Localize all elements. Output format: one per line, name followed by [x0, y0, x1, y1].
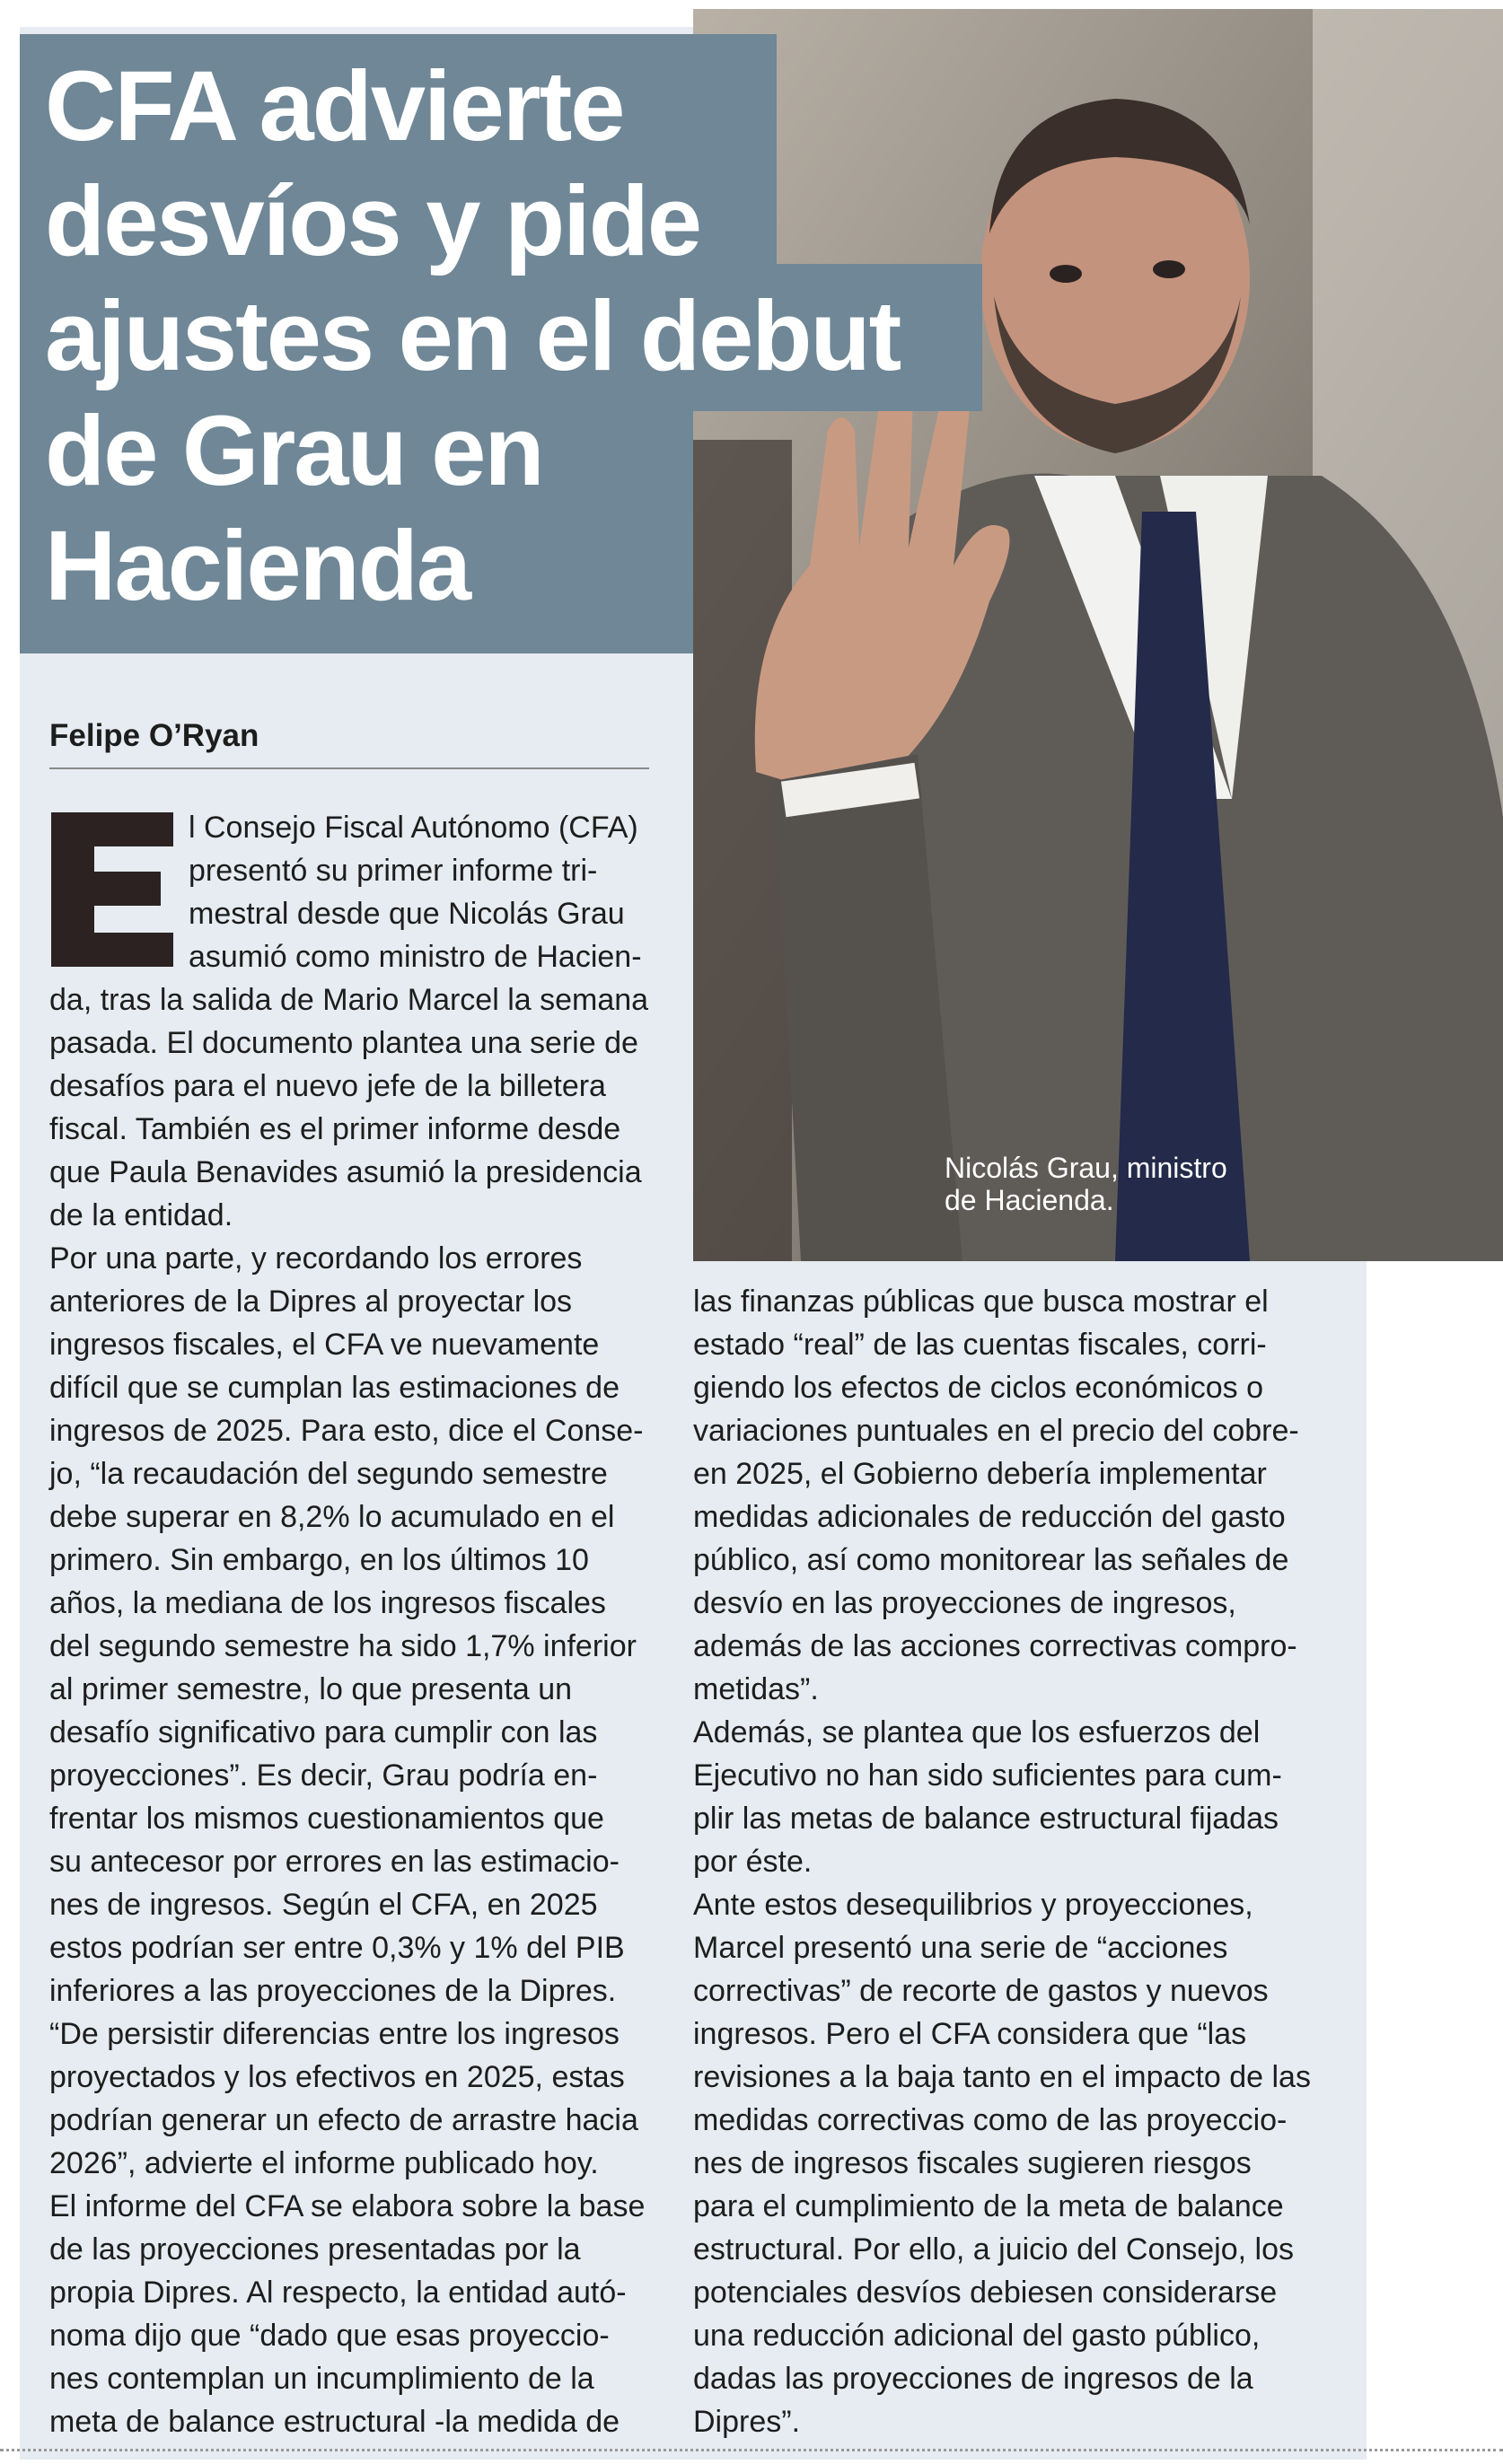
headline-line: desvíos y pide	[45, 166, 701, 276]
text-line: su antecesor por errores en las estimacio-	[49, 1845, 620, 1879]
text-line: las finanzas públicas que busca mostrar el	[693, 1285, 1269, 1319]
text-line: del segundo semestre ha sido 1,7% inferior	[49, 1629, 637, 1663]
photo-caption	[945, 1152, 1268, 1216]
text-line: estos podrían ser entre 0,3% y 1% del PIB	[49, 1931, 625, 1965]
text-line: plir las metas de balance estructural fijadas	[693, 1802, 1279, 1836]
text-line: inferiores a las proyecciones de la Dipres.	[49, 1974, 617, 2008]
text-line: años, la mediana de los ingresos fiscales	[49, 1586, 606, 1620]
text-line: giendo los efectos de ciclos económicos o	[693, 1371, 1264, 1405]
text-line: correctivas” de recorte de gastos y nuevos	[693, 1974, 1269, 2008]
headline-line: ajustes en el debut	[45, 281, 901, 391]
text-line: revisiones a la baja tanto en el impacto de las	[693, 2060, 1311, 2094]
text-line: El informe del CFA se elabora sobre la base	[49, 2189, 646, 2223]
text-line: meta de balance estructural -la medida de	[49, 2405, 620, 2439]
text-line: nes contemplan un incumplimiento de la	[49, 2362, 594, 2396]
text-line: desafíos para el nuevo jefe de la billetera	[49, 1069, 606, 1103]
text-line: debe superar en 8,2% lo acumulado en el	[49, 1500, 615, 1534]
drop-cap	[51, 812, 173, 967]
headline	[45, 49, 1015, 624]
page-bottom-rule	[0, 2449, 1503, 2451]
caption-line: Nicolás Grau, ministro	[945, 1152, 1227, 1184]
text-line: da, tras la salida de Mario Marcel la semana	[49, 983, 649, 1017]
text-line: Ante estos desequilibrios y proyecciones,	[693, 1888, 1253, 1922]
text-line: en 2025, el Gobierno debería implementar	[693, 1457, 1267, 1491]
text-line: propia Dipres. Al respecto, la entidad autó-	[49, 2275, 627, 2310]
text-line: ingresos. Pero el CFA considera que “las	[693, 2017, 1247, 2051]
article-column-1	[49, 978, 648, 2443]
text-line: al primer semestre, lo que presenta un	[49, 1672, 573, 1706]
text-line: para el cumplimiento de la meta de balance	[693, 2189, 1284, 2223]
text-line: Ejecutivo no han sido suficientes para cum-	[693, 1758, 1282, 1793]
article-column-2	[693, 1280, 1311, 2443]
text-line: estado “real” de las cuentas fiscales, corri-	[693, 1328, 1267, 1362]
text-line: proyectados y los efectivos en 2025, estas	[49, 2060, 625, 2094]
text-line: anteriores de la Dipres al proyectar los	[49, 1285, 573, 1319]
text-line: fiscal. También es el primer informe desde	[49, 1112, 621, 1146]
text-line: proyecciones”. Es decir, Grau podría en-	[49, 1758, 598, 1793]
article-column-1-lead	[189, 806, 642, 978]
text-line: metidas”.	[693, 1672, 819, 1706]
headline-line: de Grau en	[45, 396, 543, 506]
text-line: podrían generar un efecto de arrastre hacia	[49, 2103, 638, 2137]
text-line: jo, “la recaudación del segundo semestre	[49, 1457, 608, 1491]
caption-line: de Hacienda.	[945, 1184, 1114, 1216]
text-line: además de las acciones correctivas compro-	[693, 1629, 1297, 1663]
text-line: dadas las proyecciones de ingresos de la	[693, 2362, 1253, 2396]
text-line: estructural. Por ello, a juicio del Consejo, los	[693, 2232, 1294, 2267]
text-line: medidas adicionales de reducción del gasto	[693, 1500, 1286, 1534]
text-line: l Consejo Fiscal Autónomo (CFA)	[189, 811, 638, 845]
byline: Felipe O’Ryan	[49, 718, 259, 753]
text-line: “De persistir diferencias entre los ingresos	[49, 2017, 620, 2051]
text-line: pasada. El documento plantea una serie de	[49, 1026, 638, 1060]
text-line: Por una parte, y recordando los errores	[49, 1241, 583, 1276]
headline-line: Hacienda	[45, 511, 470, 621]
text-line: Marcel presentó una serie de “acciones	[693, 1931, 1228, 1965]
text-line: potenciales desvíos debiesen considerarse	[693, 2275, 1278, 2310]
text-line: noma dijo que “dado que esas proyeccio-	[49, 2319, 610, 2353]
text-line: por éste.	[693, 1845, 813, 1879]
text-line: asumió como ministro de Hacien-	[189, 940, 642, 974]
text-line: Además, se plantea que los esfuerzos del	[693, 1715, 1261, 1749]
byline-divider	[49, 767, 649, 769]
text-line: medidas correctivas como de las proyeccio-	[693, 2103, 1288, 2137]
text-line: una reducción adicional del gasto público,	[693, 2319, 1261, 2353]
text-line: de las proyecciones presentadas por la	[49, 2232, 581, 2267]
text-line: Dipres”.	[693, 2405, 801, 2439]
headline-line: CFA advierte	[45, 51, 624, 162]
text-line: mestral desde que Nicolás Grau	[189, 897, 625, 931]
text-line: público, así como monitorear las señales de	[693, 1543, 1289, 1577]
text-line: desafío significativo para cumplir con las	[49, 1715, 598, 1749]
text-line: que Paula Benavides asumió la presidencia	[49, 1155, 642, 1189]
text-line: desvío en las proyecciones de ingresos,	[693, 1586, 1236, 1620]
text-line: difícil que se cumplan las estimaciones de	[49, 1371, 620, 1405]
text-line: ingresos fiscales, el CFA ve nuevamente	[49, 1328, 600, 1362]
text-line: de la entidad.	[49, 1198, 233, 1232]
text-line: 2026”, advierte el informe publicado hoy.	[49, 2146, 599, 2180]
text-line: ingresos de 2025. Para esto, dice el Conse-	[49, 1414, 644, 1448]
text-line: primero. Sin embargo, en los últimos 10	[49, 1543, 589, 1577]
text-line: variaciones puntuales en el precio del cobre-	[693, 1414, 1299, 1448]
text-line: frentar los mismos cuestionamientos que	[49, 1802, 604, 1836]
text-line: presentó su primer informe tri-	[189, 854, 598, 888]
text-line: nes de ingresos. Según el CFA, en 2025	[49, 1888, 598, 1922]
text-line: nes de ingresos fiscales sugieren riesgos	[693, 2146, 1252, 2180]
